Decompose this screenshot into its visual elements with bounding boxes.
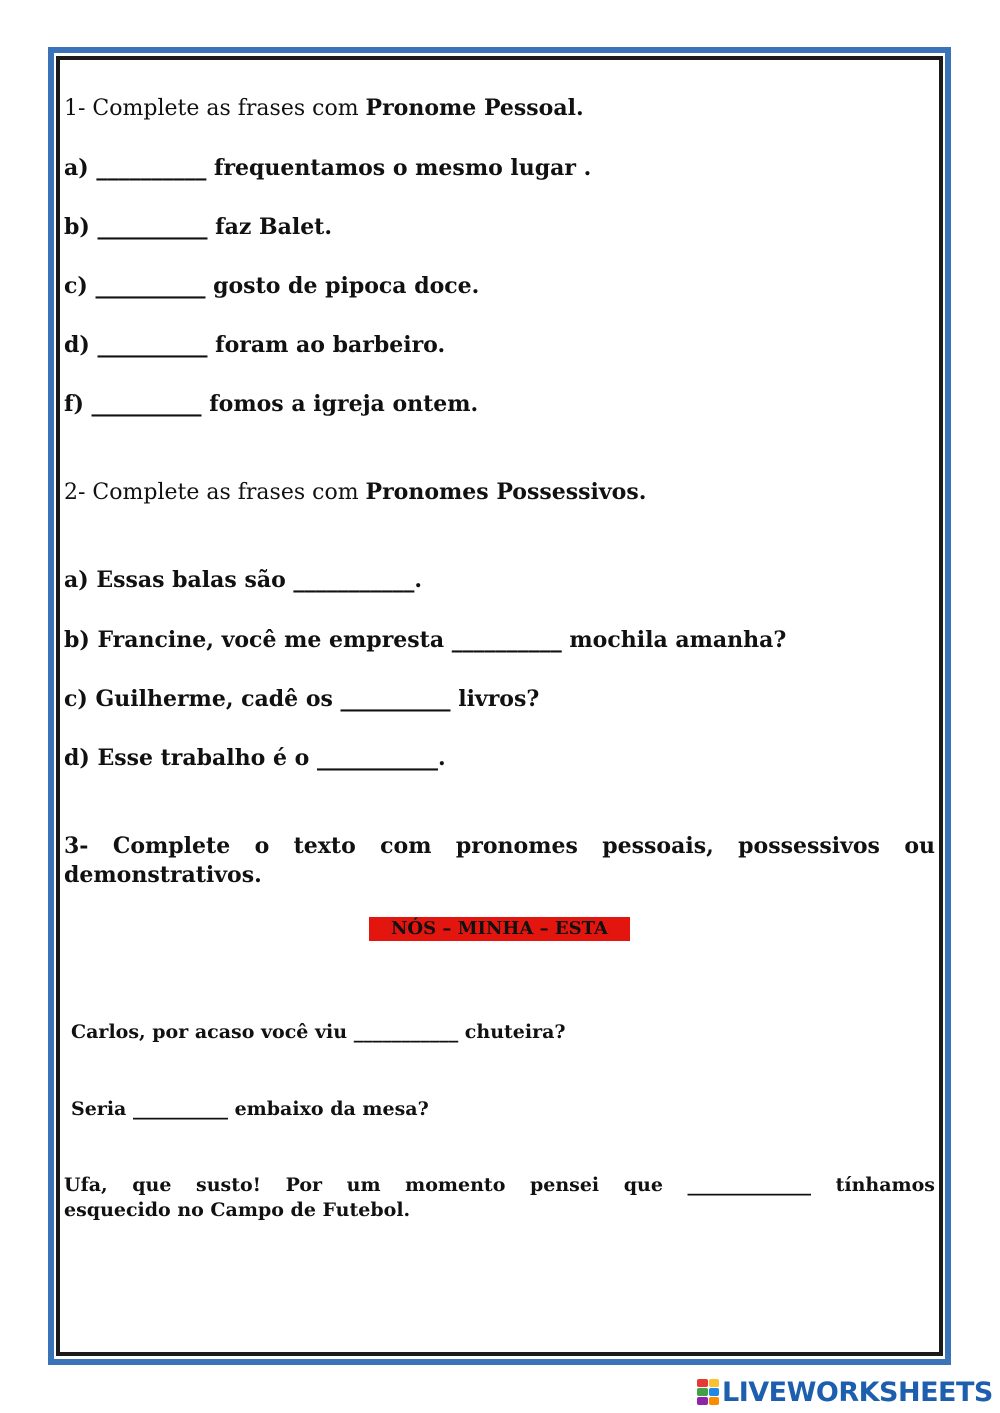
section2-item-a: a) Essas balas são ___________. xyxy=(64,567,423,593)
section1-item-c: c) __________ gosto de pipoca doce. xyxy=(64,273,480,299)
section1-item-f: f) __________ fomos a igreja ontem. xyxy=(64,391,479,417)
section2-item-c: c) Guilherme, cadê os __________ livros? xyxy=(64,686,540,712)
logo-block-6 xyxy=(709,1397,720,1405)
section3-heading-line1: 3- Complete o texto com pronomes pessoais, possessivos ou xyxy=(64,833,935,859)
logo-block-2 xyxy=(709,1379,720,1387)
section3-sentence-3 xyxy=(64,1173,935,1223)
section2-item-d: d) Esse trabalho é o ___________. xyxy=(64,745,446,771)
liveworksheets-logo-text: LIVEWORKSHEETS xyxy=(722,1376,993,1408)
section1-item-a: a) __________ frequentamos o mesmo lugar . xyxy=(64,155,592,181)
section1-heading xyxy=(64,94,584,123)
section1-item-b: b) __________ faz Balet. xyxy=(64,214,333,240)
liveworksheets-logo xyxy=(697,1377,993,1407)
section2-heading xyxy=(64,478,646,507)
logo-block-4 xyxy=(709,1388,720,1396)
section1-heading-bold: Pronome Pessoal. xyxy=(365,95,584,121)
section3-sentence-1: Carlos, por acaso você viu ___________ chuteira? xyxy=(71,1021,566,1043)
word-bank: NÓS – MINHA – ESTA xyxy=(369,917,630,941)
section2-heading-bold: Pronomes Possessivos. xyxy=(365,479,647,505)
liveworksheets-logo-icon xyxy=(697,1379,719,1405)
logo-block-1 xyxy=(697,1379,708,1387)
section3-sentence-2: Seria __________ embaixo da mesa? xyxy=(71,1098,429,1120)
section2-heading-prefix: 2- Complete as frases com xyxy=(64,480,366,505)
section2-item-b: b) Francine, você me empresta __________ mochila amanha? xyxy=(64,627,787,653)
logo-block-3 xyxy=(697,1388,708,1396)
section3-sentence-3-line1: Ufa, que susto! Por um momento pensei que _____________ tínhamos xyxy=(64,1174,935,1196)
section3-sentence-3-line2: esquecido no Campo de Futebol. xyxy=(64,1199,411,1221)
section1-item-d: d) __________ foram ao barbeiro. xyxy=(64,332,446,358)
section1-heading-prefix: 1- Complete as frases com xyxy=(64,96,366,121)
section3-heading-line2: demonstrativos. xyxy=(64,862,262,888)
section3-heading xyxy=(64,832,935,890)
logo-block-5 xyxy=(697,1397,708,1405)
